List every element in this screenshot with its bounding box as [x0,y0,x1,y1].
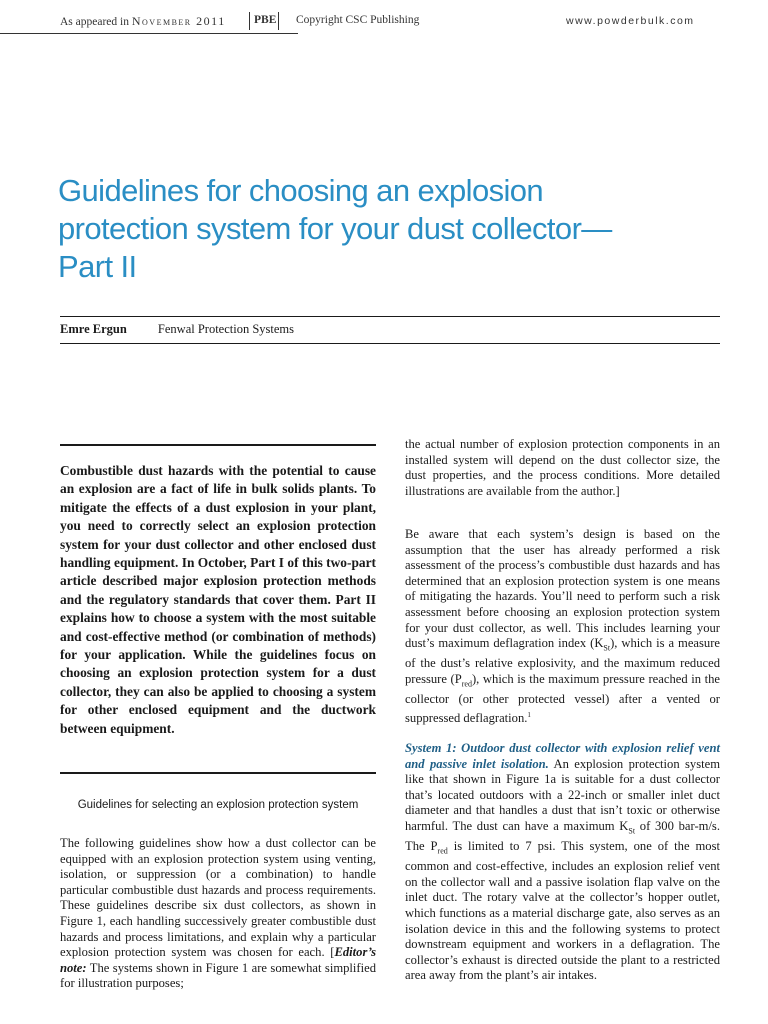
body-paragraph-4 [405,741,720,984]
appeared-in-label: As appeared in [60,16,129,28]
editors-note-label: Editor’s note: [60,945,376,975]
body-paragraph-1 [60,836,376,992]
byline [60,322,294,337]
author-name: Emre Ergun [60,322,127,336]
body-text: Be aware that each system’s design is based on the assumption that the user has already performed a risk assessment of the process’s combustible dust hazards and has determined that an explosion protection system is one means of mitigating the hazards. You’ll need to perform such a risk assessment before choosing an explosion protection system for your dust collector, as well. This includes learning your dust’s maximum deflagration index (K [405,527,720,651]
kst-subscript: St [603,643,611,653]
body-text: The systems shown in Figure 1 are somewhat simplified for illustration purposes; [60,960,376,991]
header-divider [249,12,250,30]
pred-subscript: red [437,846,448,856]
intro-deck: Combustible dust hazards with the potential to cause an explosion are a fact of life in bulk solids plants. To mitigate the effects of a dust explosion in your plant, you need to correctly select an explosion protection system for your dust collector and other enclosed dust handling equipment. In October, Part I of this two-part article described major explosion protection methods and the regulatory standards that cover them. Part II explains how to choose a system with the most suitable and cost-effective method (or combination of methods) for your application. While the guidelines focus on choosing an explosion protection system for a dust collector, they can also be applied to choosing a system for other enclosed equipment and the ductwork between equipment. [60,463,376,736]
article-title: Guidelines for choosing an explosion protection system for your dust collector—Part II [58,173,612,284]
body-paragraph-2: the actual number of explosion protection components in an installed system will depend on the dust collector size, the dust properties, and the process conditions. More detailed illustrations are available from the author.] [405,437,720,498]
kst-subscript: St [628,826,636,836]
header-divider [278,12,279,30]
header-rule [0,33,298,34]
system-1-heading: System 1: Outdoor dust collector with explosion relief vent and passive inlet isolation. [405,741,720,771]
body-text: is limited to 7 psi. This system, one of the most common and cost-effective, includes an explosion relief vent on the collector wall and a passive isolation flap valve on the inlet duct. The rotary valve at the collector’s hopper outlet, which functions as a material discharge gate, also serves as an isolation device in this and the following systems to protect downstream equipment and workers in a deflagration. The collector’s exhaust is directed outside the plant to a restricted area away from the plant’s air intakes. [405,839,720,983]
intro-top-rule [60,444,376,446]
body-text: The following guidelines show how a dust collector can be equipped with an explosion protection system using venting, isolation, or suppression (or a combination) to handle particular combustible dust hazards and process requirements. These guidelines describe six dust collectors, as shown in Figure 1, each handling successively greater combustible dust hazards and process limitations, and explain why a particular explosion protection system was chosen for each. [ [60,836,376,960]
intro-bottom-rule [60,772,376,774]
footnote-reference[interactable]: 1 [527,710,531,719]
body-text: ), which is the maximum pressure reached in the collector (or other protected vessel) after a vented or suppressed deflagration. [405,671,721,725]
author-affiliation: Fenwal Protection Systems [157,322,295,336]
copyright-notice: Copyright CSC Publishing [296,14,420,26]
section-heading: Guidelines for selecting an explosion protection system [77,799,359,811]
pred-subscript: red [461,679,472,689]
body-text: of 300 bar-m/s. The P [405,818,720,854]
header-appeared-in [60,14,226,29]
website-url[interactable]: www.powderbulk.com [566,15,695,27]
issue-date: November 2011 [131,14,226,28]
body-text: ), which is a measure of the dust’s relative explosivity, and the maximum reduced pressure (P [405,636,720,686]
body-text: An explosion protection system like that shown in Figure 1a is suitable for a dust collector that’s located outdoors with a 22-inch or smaller inlet duct diameter and that handles a dust that isn’t toxic or otherwise harmful. The dust can have a maximum K [405,756,720,833]
byline-top-rule [60,316,720,317]
body-paragraph-3 [405,527,720,726]
byline-bottom-rule [60,343,720,344]
magazine-name: PBE [254,14,277,26]
